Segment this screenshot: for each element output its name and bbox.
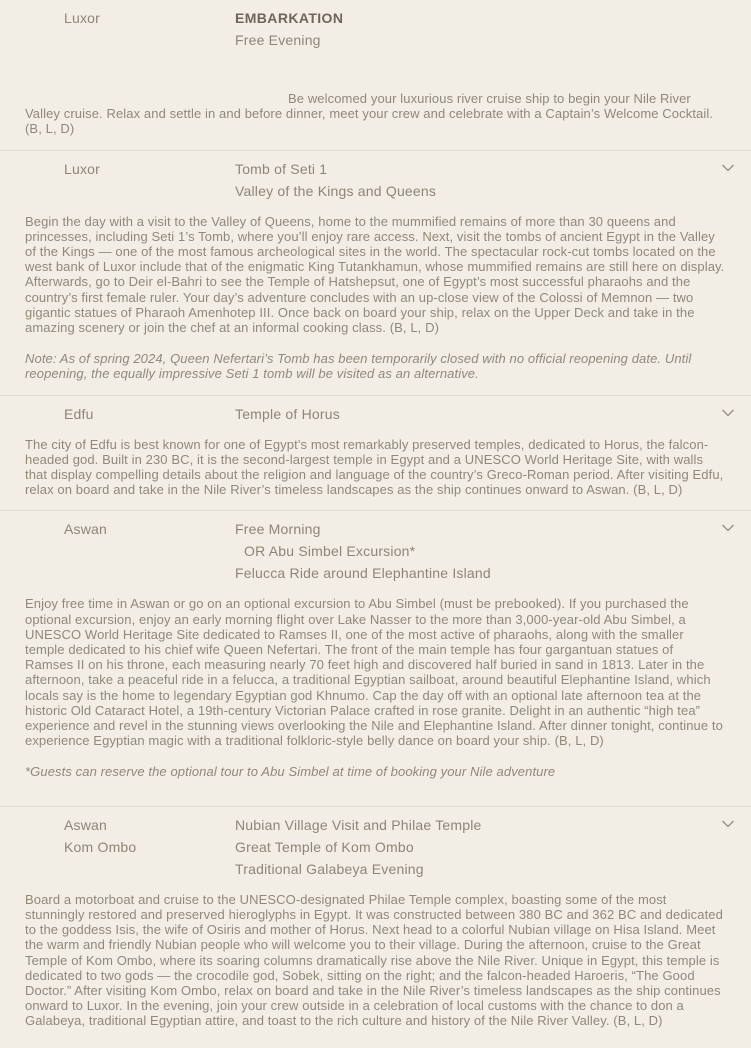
day-note: Note: As of spring 2024, Queen Nefertari’s Tomb has been temporarily closed with no official reopening date. Until reopening, the equally impressive Seti 1 tomb will be visited as an alternative. bbox=[25, 351, 692, 382]
port-label: Luxor bbox=[64, 160, 101, 177]
day-header[interactable] bbox=[0, 396, 751, 425]
day-description: Board a motorboat and cruise to the UNESCO-designated Philae Temple complex, boasting some of the most stunningly restored and preserved hieroglyphs in Egypt. It was constructed between 380 BC and 362 BC and dedicated to the goddess Isis, the wife of Osiris and mother of Horus. Next head to a colorful Nubian village on Hisa Island. Meet the warm and friendly Nubian people who will welcome you to their village. During the afternoon, cruise to the Great Temple of Kom Ombo, where its soaring columns dramatically rise above the Nile River. Unique in Egypt, this temple is dedicated to two gods — the crocodile god, Sobek, sitting on the right; and the falcon-headed Haroeris, “The Good Doctor.” After visiting Kom Ombo, relax on board and take in the Nile River’s timeless landscapes as the ship continues onward to Luxor. In the evening, join your crew outside in a celebration of local customs with the chance to don a Galabeya, traditional Egyptian attire, and toast to the rich culture and history of the Nile River Valley. (B, L, D) bbox=[25, 891, 723, 1029]
port-column bbox=[64, 7, 235, 51]
activity-column bbox=[235, 814, 482, 880]
activity-column bbox=[235, 158, 436, 202]
chevron-down-icon[interactable] bbox=[721, 819, 735, 829]
day-header[interactable] bbox=[0, 151, 751, 202]
port-column bbox=[64, 814, 235, 880]
activity-title: Great Temple of Kom Ombo bbox=[235, 838, 414, 855]
port-label: Aswan bbox=[64, 521, 108, 538]
activity-title: OR Abu Simbel Excursion* bbox=[244, 543, 416, 560]
itinerary-day-kom-ombo bbox=[0, 806, 751, 1042]
chevron-down-icon[interactable] bbox=[721, 408, 735, 418]
day-description: Enjoy free time in Aswan or go on an optional excursion to Abu Simbel (must be prebooked). If you purchased the optional excursion, enjoy an early morning flight over Lake Nasser to the more than 3,000-year-old Abu Simbel, a UNESCO World Heritage Site dedicated to Ramses II, one of the most active of pharaohs, along with the smaller temple dedicated to his chief wife Queen Nefertari. The front of the main temple has four gargantuan statues of Ramses II on his throne, each measuring nearly 70 feet high and discovered half buried in sand in 1813. Later in the afternoon, take a peaceful ride in a felucca, a traditional Egyptian sailboat, around beautiful Elephantine Island, which locals say is the home to legendary Egyptian god Khnumo. Cap the day off with an optional late afternoon tea at the historic Old Cataract Hotel, a 19th-century Victorian Palace crafted in rose granite. Delight in an authentic “high tea” experience and revel in the stunning views overlooking the Nile and Elephantine Island. After dinner tonight, continue to experience Egyptian magic with a traditional folkloric-style belly dance on board your ship. (B, L, D) bbox=[25, 596, 723, 749]
activity-column bbox=[235, 403, 340, 425]
port-label: Kom Ombo bbox=[64, 838, 137, 855]
itinerary-day-aswan bbox=[0, 510, 751, 805]
activity-title: Felucca Ride around Elephantine Island bbox=[235, 565, 491, 582]
activity-title: Valley of the Kings and Queens bbox=[235, 182, 437, 199]
day-description: Be welcomed your luxurious river cruise ship to begin your Nile River Valley cruise. Relax and settle in and before dinner, meet your crew and celebrate with a Captain’s Welcome Cocktail. (B, L, D) bbox=[25, 91, 714, 137]
port-column bbox=[64, 158, 235, 202]
chevron-down-icon[interactable] bbox=[721, 163, 735, 173]
itinerary-day-luxor-tombs bbox=[0, 150, 751, 395]
port-label: Luxor bbox=[64, 10, 101, 26]
day-header[interactable] bbox=[0, 807, 751, 880]
chevron-down-icon[interactable] bbox=[721, 523, 735, 533]
activity-title: Free Evening bbox=[235, 32, 321, 48]
activity-title: EMBARKATION bbox=[235, 10, 344, 26]
activity-title: Nubian Village Visit and Philae Temple bbox=[235, 816, 482, 833]
port-label: Edfu bbox=[64, 405, 94, 422]
day-header bbox=[0, 0, 751, 51]
activity-title: Temple of Horus bbox=[235, 405, 340, 422]
itinerary-day-embarkation bbox=[0, 0, 751, 150]
itinerary-day-edfu bbox=[0, 395, 751, 511]
activity-title: Tomb of Seti 1 bbox=[235, 160, 328, 177]
activity-title: Free Morning bbox=[235, 521, 321, 538]
activity-title: Traditional Galabeya Evening bbox=[235, 860, 424, 877]
day-header[interactable] bbox=[0, 511, 751, 584]
activity-column bbox=[235, 518, 491, 584]
port-label: Aswan bbox=[64, 816, 108, 833]
day-note: *Guests can reserve the optional tour to Abu Simbel at time of booking your Nile adventure bbox=[25, 764, 556, 780]
day-description: Begin the day with a visit to the Valley of Queens, home to the mummified remains of more than 30 queens and princesses, including Seti 1’s Tomb, where you’ll enjoy rare access. Next, visit the tombs of ancient Egypt in the Valley of the Kings — one of the most famous archeological sites in the world. The spectacular rock-cut tombs located on the west bank of Luxor include that of the enigmatic King Tutankhamun, whose mummified remains are still here on display. Afterwards, go to Deir el-Bahri to see the Temple of Hatshepsut, one of Egypt’s most successful pharaohs and the country’s first female ruler. Your day’s adventure concludes with an up-close view of the Colossi of Memnon — two gigantic statues of Pharaoh Amenhotep III. Once back on board your ship, relax on the Upper Deck and take in the amazing scenery or join the chef at an informal cooking class. (B, L, D) bbox=[25, 213, 725, 336]
port-column bbox=[64, 403, 235, 425]
activity-column bbox=[235, 7, 343, 51]
port-column bbox=[64, 518, 235, 584]
day-description: The city of Edfu is best known for one of Egypt’s most remarkably preserved temples, dedicated to Horus, the falcon-headed god. Built in 230 BC, it is the second-largest temple in Egypt and a UNESCO World Heritage Site, with walls that display compelling details about the religion and language of the country’s Greco-Roman period. After visiting Edfu, relax on board and take in the Nile River’s timeless landscapes as the ship continues onward to Aswan. (B, L, D) bbox=[25, 436, 724, 498]
